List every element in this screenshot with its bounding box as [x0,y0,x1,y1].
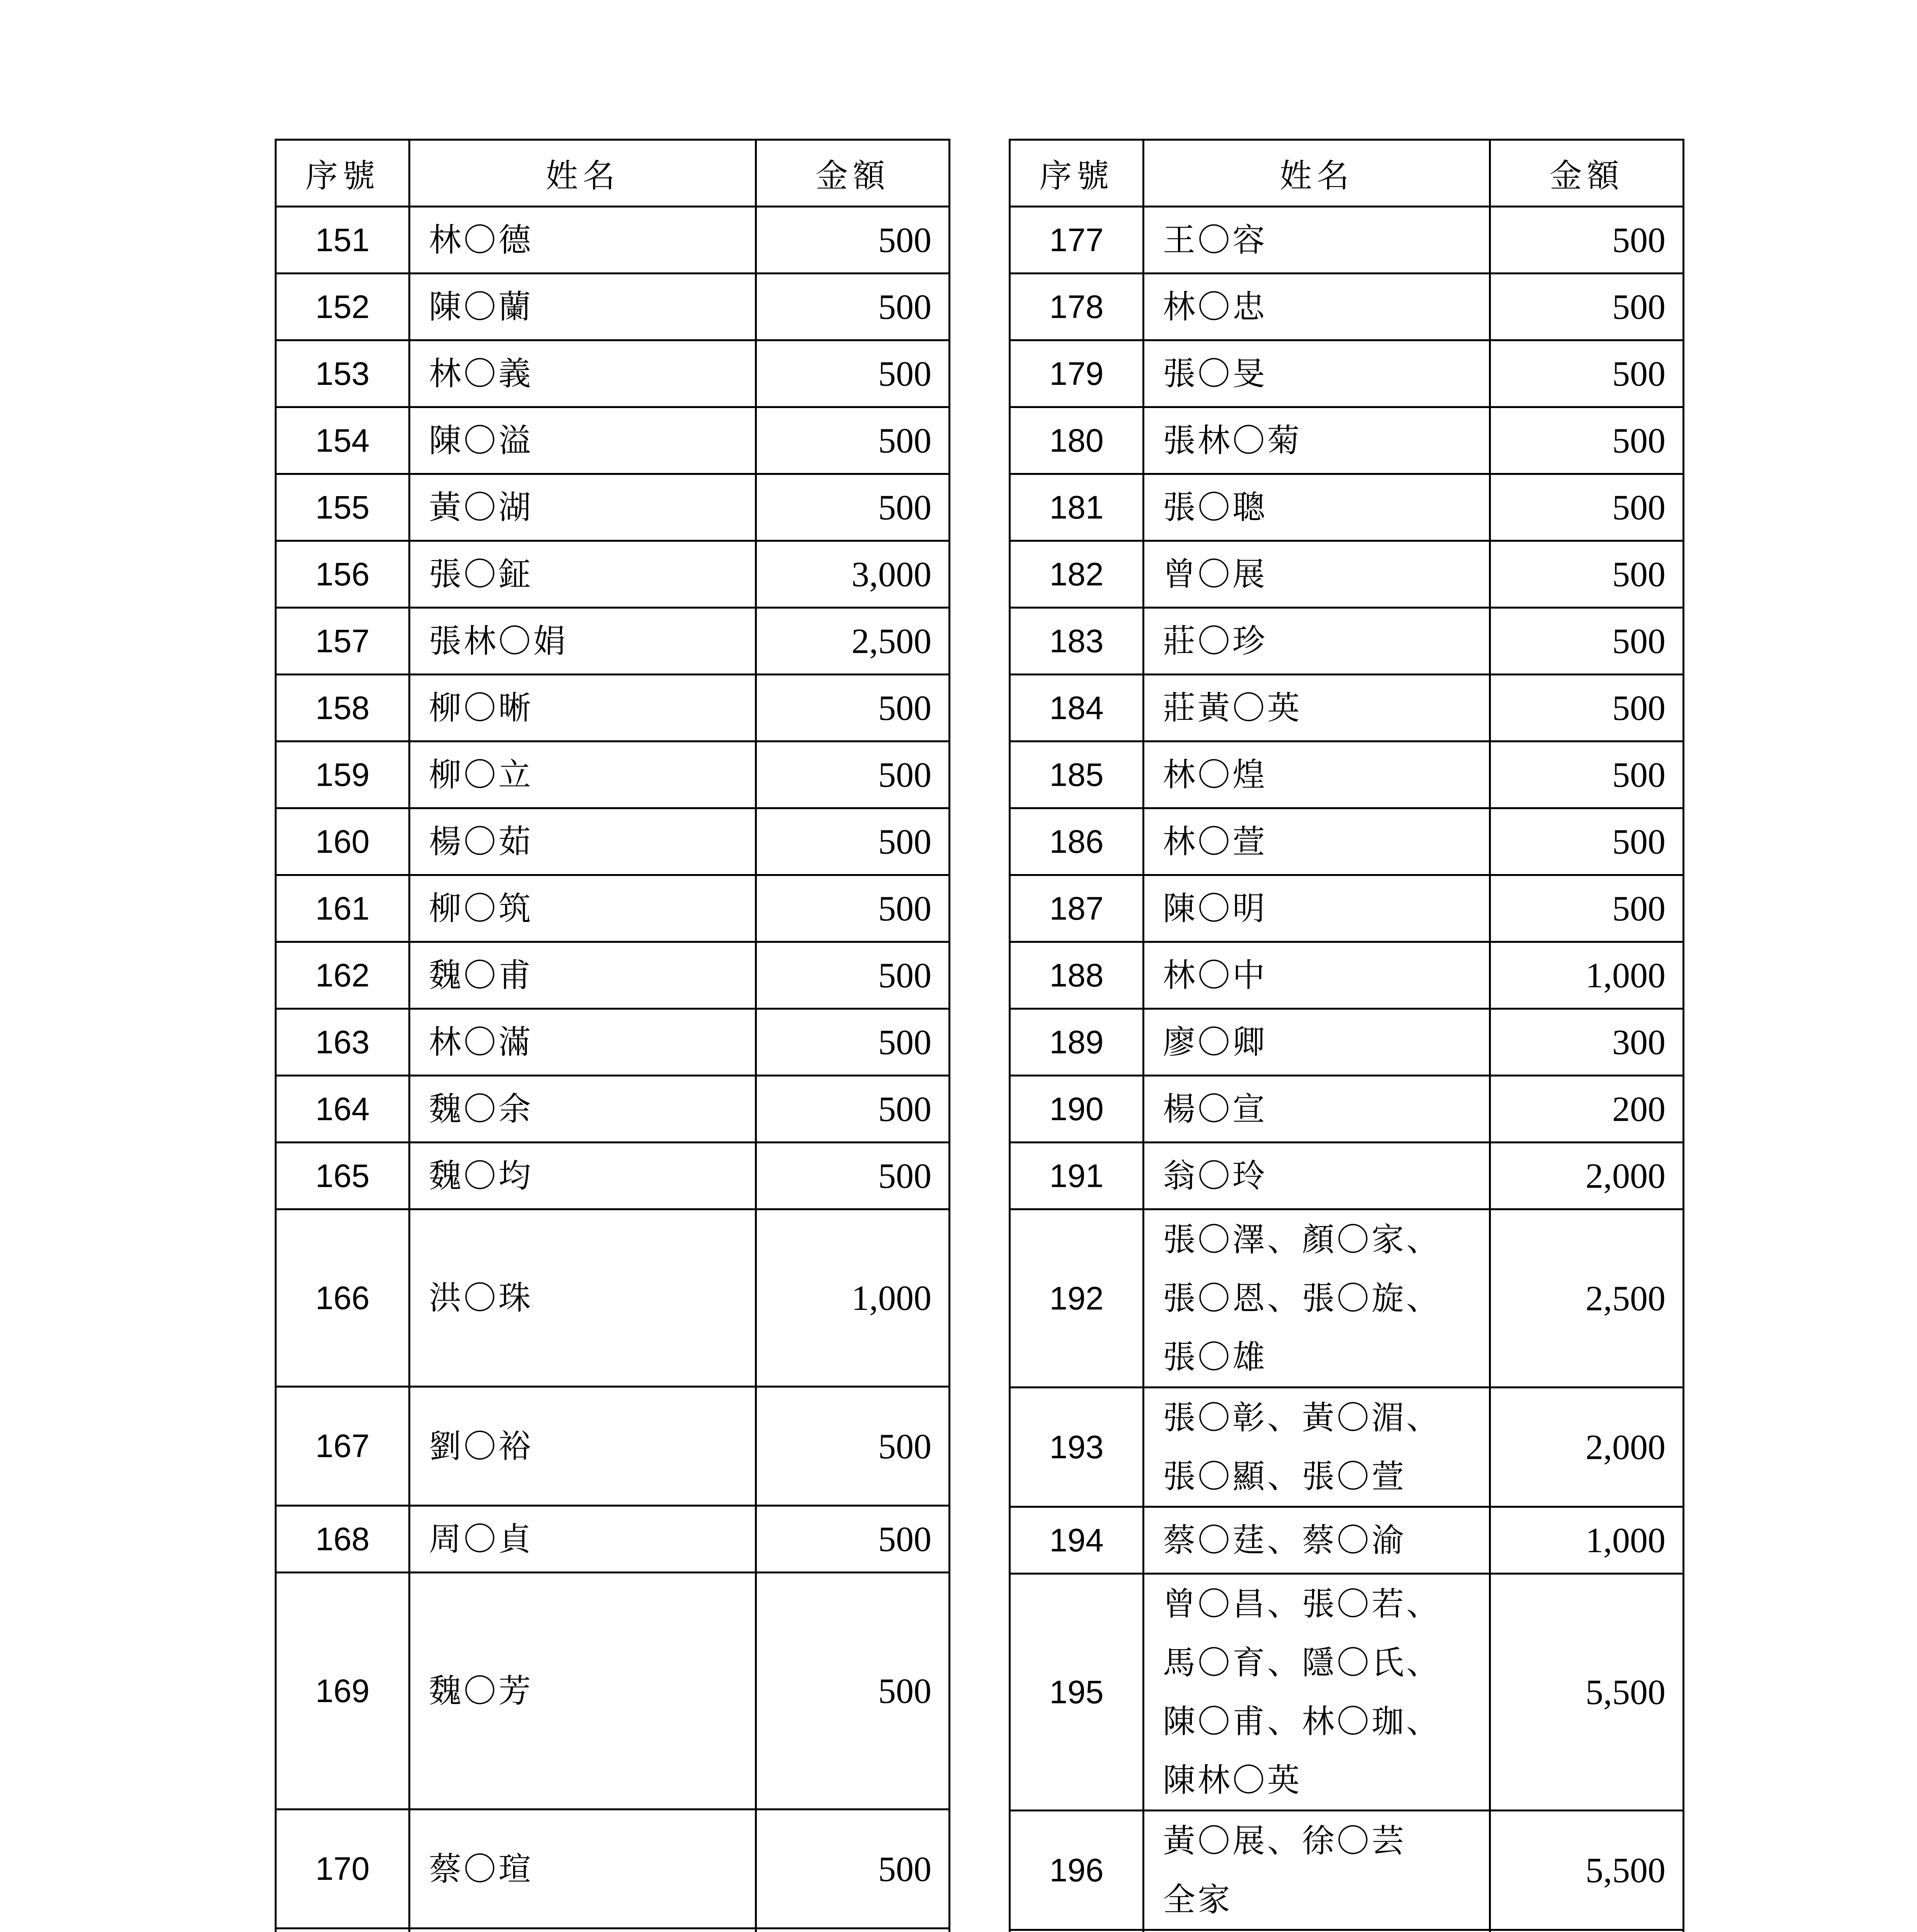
table-row [276,808,950,875]
cell-name: 張〇聰 [1144,474,1490,541]
cell-no: 154 [276,407,410,474]
table-row [276,407,950,474]
cell-no: 184 [1010,675,1144,742]
cell-amount: 5,500 [1490,1574,1684,1811]
table-row [276,207,950,274]
cell-amount: 500 [1490,407,1684,474]
cell-no: 179 [1010,340,1144,407]
cell-no: 178 [1010,274,1144,340]
cell-amount: 500 [1490,742,1684,808]
cell-amount: 500 [1490,608,1684,675]
cell-amount: 500 [1490,675,1684,742]
cell-name: 黃〇湖 [410,474,756,541]
table-row [276,675,950,742]
table-row [276,1929,950,1932]
table-row [276,474,950,541]
cell-amount: 500 [756,340,950,407]
cell-no: 193 [1010,1388,1144,1507]
table-row [276,1506,950,1573]
cell-name: 楊〇茹 [410,808,756,875]
cell-name: 林〇義 [410,340,756,407]
cell-amount: 500 [756,1573,950,1810]
cell-name: 柳〇晰 [410,675,756,742]
cell-name: 林〇中 [1144,942,1490,1009]
cell-name: 林〇萱 [1144,808,1490,875]
cell-amount: 200 [1490,1076,1684,1143]
cell-no: 153 [276,340,410,407]
cell-no: 170 [276,1810,410,1929]
table-header-row [276,140,950,207]
table-row [1010,1507,1684,1574]
donor-table-right [1009,139,1684,1932]
cell-name: 林〇煌 [1144,742,1490,808]
cell-name: 莊〇珍 [1144,608,1490,675]
cell-name: 廖〇卿 [1144,1009,1490,1076]
cell-name: 柳〇立 [410,742,756,808]
cell-name: 魏〇均 [410,1143,756,1209]
cell-name: 魏〇余 [410,1076,756,1143]
table-row [276,1209,950,1387]
cell-amount: 500 [756,742,950,808]
table-row [1010,1076,1684,1143]
cell-name: 周〇貞 [410,1506,756,1573]
cell-name: 林〇滿 [410,1009,756,1076]
table-header-row [1010,140,1684,207]
table-row [276,1009,950,1076]
cell-amount: 500 [756,675,950,742]
table-row [276,1076,950,1143]
cell-amount: 500 [756,474,950,541]
table-row [276,875,950,942]
cell-no: 189 [1010,1009,1144,1076]
cell-amount: 500 [1490,207,1684,274]
cell-name: 洪〇珠 [410,1209,756,1387]
cell-no: 164 [276,1076,410,1143]
cell-amount: 1,000 [1490,942,1684,1009]
cell-name: 柳〇筑 [410,875,756,942]
cell-no: 160 [276,808,410,875]
cell-amount: 2,500 [756,608,950,675]
table-row [1010,1574,1684,1811]
table-row [276,1810,950,1929]
cell-name: 蔡〇莛、蔡〇渝 [1144,1507,1490,1574]
cell-no: 177 [1010,207,1144,274]
cell-name: 張林〇菊 [1144,407,1490,474]
cell-name: 魏〇甫 [410,942,756,1009]
cell-no: 157 [276,608,410,675]
table-row [1010,942,1684,1009]
table-row [1010,875,1684,942]
cell-amount: 500 [1490,875,1684,942]
cell-no: 166 [276,1209,410,1387]
cell-amount: 500 [1490,541,1684,608]
cell-no: 182 [1010,541,1144,608]
cell-amount: 500 [1490,274,1684,340]
cell-name: 張林〇娟 [410,608,756,675]
cell-amount: 500 [756,207,950,274]
cell-name: 曾〇昌、張〇若、 馬〇育、隱〇氏、 陳〇甫、林〇珈、 陳林〇英 [1144,1574,1490,1811]
table-row [1010,407,1684,474]
table-row [1010,541,1684,608]
cell-name: 陳〇蘭 [410,274,756,340]
table-row [276,608,950,675]
cell-amount: 500 [756,1387,950,1506]
cell-no: 165 [276,1143,410,1209]
cell-amount: 500 [756,808,950,875]
cell-amount: 2,000 [1490,1143,1684,1209]
cell-amount: 500 [1490,474,1684,541]
table-row [1010,808,1684,875]
cell-name: 陳〇溢 [410,407,756,474]
cell-no: 167 [276,1387,410,1506]
cell-name: 莊黃〇英 [1144,675,1490,742]
cell-name [410,1929,756,1932]
cell-name: 張〇澤、顏〇家、 張〇恩、張〇旋、 張〇雄 [1144,1209,1490,1388]
cell-no: 183 [1010,608,1144,675]
cell-no: 169 [276,1573,410,1810]
cell-amount: 500 [1490,808,1684,875]
cell-name [1144,1930,1490,1932]
cell-amount [756,1929,950,1932]
cell-amount: 500 [756,1506,950,1573]
table-row [276,541,950,608]
cell-name: 曾〇展 [1144,541,1490,608]
cell-no: 158 [276,675,410,742]
cell-name: 王〇容 [1144,207,1490,274]
cell-amount: 500 [756,407,950,474]
cell-amount: 500 [756,1076,950,1143]
cell-name: 翁〇玲 [1144,1143,1490,1209]
cell-name: 黃〇展、徐〇芸 全家 [1144,1811,1490,1930]
cell-amount: 1,000 [1490,1507,1684,1574]
cell-no: 162 [276,942,410,1009]
cell-no: 163 [276,1009,410,1076]
cell-amount: 500 [1490,340,1684,407]
cell-amount: 500 [756,1009,950,1076]
table-row [1010,1388,1684,1507]
cell-no: 152 [276,274,410,340]
header-no: 序號 [1010,140,1144,207]
cell-no: 180 [1010,407,1144,474]
cell-no: 168 [276,1506,410,1573]
cell-amount: 1,000 [756,1209,950,1387]
cell-no: 194 [1010,1507,1144,1574]
table-row [1010,340,1684,407]
table-row [1010,742,1684,808]
cell-amount [1490,1930,1684,1932]
cell-amount: 500 [756,942,950,1009]
donor-table-left [275,139,950,1932]
table-row [276,340,950,407]
cell-name: 劉〇裕 [410,1387,756,1506]
table-row [276,1387,950,1506]
table-row [1010,207,1684,274]
cell-no [276,1929,410,1932]
header-name: 姓名 [410,140,756,207]
cell-amount: 2,500 [1490,1209,1684,1388]
cell-no: 188 [1010,942,1144,1009]
cell-amount: 3,000 [756,541,950,608]
cell-name: 張〇彰、黃〇湄、 張〇顯、張〇萱 [1144,1388,1490,1507]
cell-no: 151 [276,207,410,274]
table-row [276,742,950,808]
table-row [1010,1143,1684,1209]
cell-no: 156 [276,541,410,608]
cell-name: 魏〇芳 [410,1573,756,1810]
cell-no: 186 [1010,808,1144,875]
cell-amount: 500 [756,875,950,942]
cell-no: 155 [276,474,410,541]
cell-no: 192 [1010,1209,1144,1388]
cell-amount: 500 [756,274,950,340]
header-name: 姓名 [1144,140,1490,207]
cell-no: 190 [1010,1076,1144,1143]
cell-no: 161 [276,875,410,942]
table-row [1010,1811,1684,1930]
cell-amount: 5,500 [1490,1811,1684,1930]
table-row [1010,1209,1684,1388]
cell-amount: 2,000 [1490,1388,1684,1507]
table-row [276,1573,950,1810]
header-no: 序號 [276,140,410,207]
table-row [276,274,950,340]
cell-amount: 300 [1490,1009,1684,1076]
table-row [276,942,950,1009]
table-row [1010,608,1684,675]
table-row [1010,474,1684,541]
cell-no: 185 [1010,742,1144,808]
cell-name: 蔡〇瑄 [410,1810,756,1929]
cell-name: 林〇德 [410,207,756,274]
cell-no: 195 [1010,1574,1144,1811]
table-row [1010,1930,1684,1932]
cell-name: 陳〇明 [1144,875,1490,942]
cell-name: 林〇忠 [1144,274,1490,340]
cell-name: 張〇旻 [1144,340,1490,407]
cell-amount: 500 [756,1143,950,1209]
table-row [1010,675,1684,742]
cell-no: 181 [1010,474,1144,541]
header-amount: 金額 [1490,140,1684,207]
cell-no: 159 [276,742,410,808]
cell-no: 187 [1010,875,1144,942]
cell-amount: 500 [756,1810,950,1929]
cell-no: 191 [1010,1143,1144,1209]
header-amount: 金額 [756,140,950,207]
table-row [1010,1009,1684,1076]
cell-no [1010,1930,1144,1932]
cell-name: 張〇鉦 [410,541,756,608]
table-row [276,1143,950,1209]
cell-name: 楊〇宣 [1144,1076,1490,1143]
table-row [1010,274,1684,340]
cell-no: 196 [1010,1811,1144,1930]
